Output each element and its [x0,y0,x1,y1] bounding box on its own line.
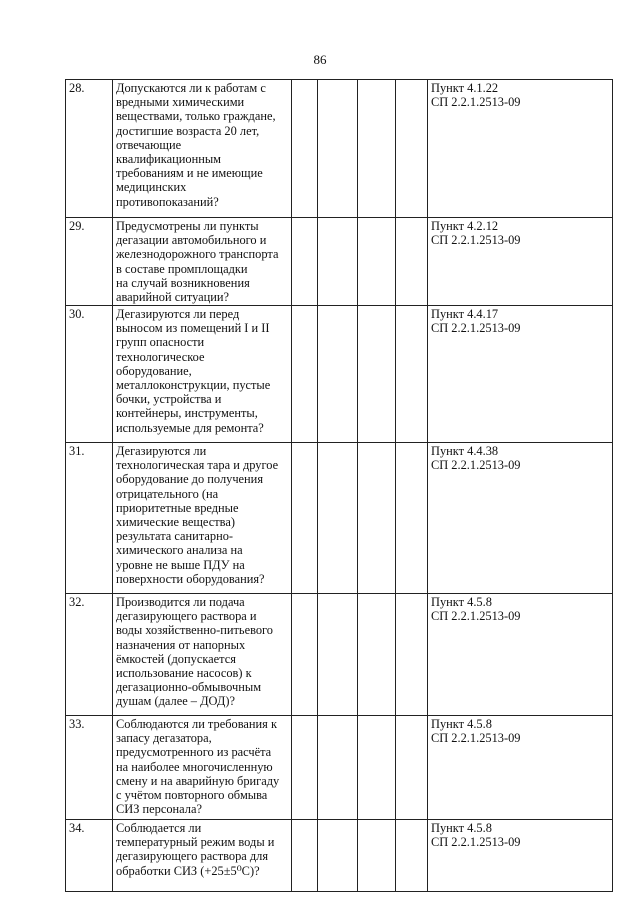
reference-line: СП 2.2.1.2513-09 [431,233,521,248]
question-line: технологическая тара и другое [116,458,279,473]
answer-cell [318,443,358,594]
question-line: дегазационно-обмывочным [116,680,262,695]
answer-cell [292,306,318,443]
question-line: на случай возникновения [116,275,250,290]
answer-cell [358,820,396,892]
reference-cell [428,218,613,306]
question-line: результата санитарно- [116,529,234,544]
answer-cell [396,820,428,892]
question-line: противопоказаний? [116,194,219,209]
row-number: 31. [66,443,113,594]
question-line: веществами, только граждане, [116,109,276,124]
reference-line: СП 2.2.1.2513-09 [431,458,521,473]
question-line: оборудование до получения [116,472,264,487]
answer-cell [318,820,358,892]
question-cell [113,80,292,218]
question-cell [113,716,292,820]
reference-line: Пункт 4.2.12 [431,219,499,233]
answer-cell [358,306,396,443]
answer-cell [292,80,318,218]
question-cell [113,218,292,306]
question-cell [113,594,292,716]
question-line: обработки СИЗ (+25±5⁰С)? [116,863,260,878]
table-row [66,820,613,892]
question-line: приоритетные вредные [116,500,239,515]
reference-line: СП 2.2.1.2513-09 [431,609,521,624]
question-line: вредными химическими [116,95,245,110]
question-line: на наиболее многочисленную [116,759,273,774]
question-line: контейнеры, инструменты, [116,406,258,421]
answer-cell [292,443,318,594]
question-line: запасу дегазатора, [116,731,212,746]
row-number: 34. [66,820,113,892]
question-line: достигшие возраста 20 лет, [116,123,260,138]
question-line: назначения от напорных [116,637,246,652]
reference-cell [428,716,613,820]
reference-cell [428,820,613,892]
question-line: медицинских [116,180,187,195]
reference-line: Пункт 4.4.38 [431,444,499,458]
reference-cell [428,594,613,716]
answer-cell [396,716,428,820]
checklist-table [65,79,613,892]
reference-line: Пункт 4.1.22 [431,81,499,95]
reference-cell [428,443,613,594]
answer-cell [292,218,318,306]
question-line: технологическое [116,349,205,364]
question-line: температурный режим воды и [116,835,275,850]
question-cell [113,306,292,443]
answer-cell [318,716,358,820]
row-number: 29. [66,218,113,306]
question-line: дегазирующего раствора и [116,609,257,624]
answer-cell [292,820,318,892]
question-line: химические вещества) [116,515,235,530]
question-line: используемые для ремонта? [116,420,264,435]
answer-cell [396,80,428,218]
question-line: Соблюдается ли [116,821,202,835]
question-line: Дегазируются ли [116,444,207,458]
question-line: использование насосов) к [116,666,252,681]
question-line: поверхности оборудования? [116,571,265,586]
reference-cell [428,80,613,218]
question-line: душам (далее – ДОД)? [116,694,235,709]
question-line: отрицательного (на [116,486,219,501]
answer-cell [358,218,396,306]
row-number: 32. [66,594,113,716]
answer-cell [318,306,358,443]
question-line: Производится ли подача [116,595,245,609]
answer-cell [292,716,318,820]
question-line: в составе промплощадки [116,261,248,276]
row-number: 33. [66,716,113,820]
answer-cell [318,594,358,716]
question-line: Допускаются ли к работам с [116,81,266,95]
question-line: ёмкостей (допускается [116,651,236,666]
question-line: оборудование, [116,363,192,378]
question-line: групп опасности [116,335,205,350]
answer-cell [358,80,396,218]
answer-cell [358,594,396,716]
checklist-rows [66,80,613,892]
answer-cell [318,80,358,218]
answer-cell [358,716,396,820]
table-row [66,443,613,594]
question-line: бочки, устройства и [116,392,222,407]
question-line: воды хозяйственно-питьевого [116,623,274,638]
table-row [66,716,613,820]
reference-line: СП 2.2.1.2513-09 [431,321,521,336]
reference-line: СП 2.2.1.2513-09 [431,95,521,110]
question-line: смену и на аварийную бригаду [116,773,280,788]
question-line: Дегазируются ли перед [116,307,240,321]
question-cell [113,443,292,594]
question-line: металлоконструкции, пустые [116,378,271,393]
reference-line: Пункт 4.4.17 [431,307,499,321]
question-line: аварийной ситуации? [116,290,230,305]
answer-cell [292,594,318,716]
question-line: требованиям и не имеющие [116,166,263,181]
table-row [66,80,613,218]
question-line: предусмотренного из расчёта [116,745,272,760]
question-line: дегазирующего раствора для [116,849,269,864]
table-row [66,218,613,306]
question-line: Соблюдаются ли требования к [116,717,277,731]
answer-cell [358,443,396,594]
question-line: Предусмотрены ли пункты [116,219,259,233]
reference-line: Пункт 4.5.8 [431,821,492,835]
reference-line: СП 2.2.1.2513-09 [431,835,521,850]
answer-cell [396,306,428,443]
question-line: выносом из помещений I и II [116,321,270,336]
question-line: квалификационным [116,152,222,167]
answer-cell [318,218,358,306]
question-line: с учётом повторного обмыва [116,788,268,803]
reference-line: СП 2.2.1.2513-09 [431,731,521,746]
reference-cell [428,306,613,443]
question-line: СИЗ персонала? [116,802,202,817]
reference-line: Пункт 4.5.8 [431,717,492,731]
question-line: дегазации автомобильного и [116,233,267,248]
question-line: уровне не выше ПДУ на [116,557,245,572]
question-line: железнодорожного транспорта [116,247,279,262]
row-number: 30. [66,306,113,443]
question-line: отвечающие [116,137,182,152]
page-number: 86 [313,52,327,67]
table-row [66,594,613,716]
table-row [66,306,613,443]
question-cell [113,820,292,892]
row-number: 28. [66,80,113,218]
answer-cell [396,218,428,306]
answer-cell [396,594,428,716]
question-line: химического анализа на [116,543,243,558]
answer-cell [396,443,428,594]
reference-line: Пункт 4.5.8 [431,595,492,609]
